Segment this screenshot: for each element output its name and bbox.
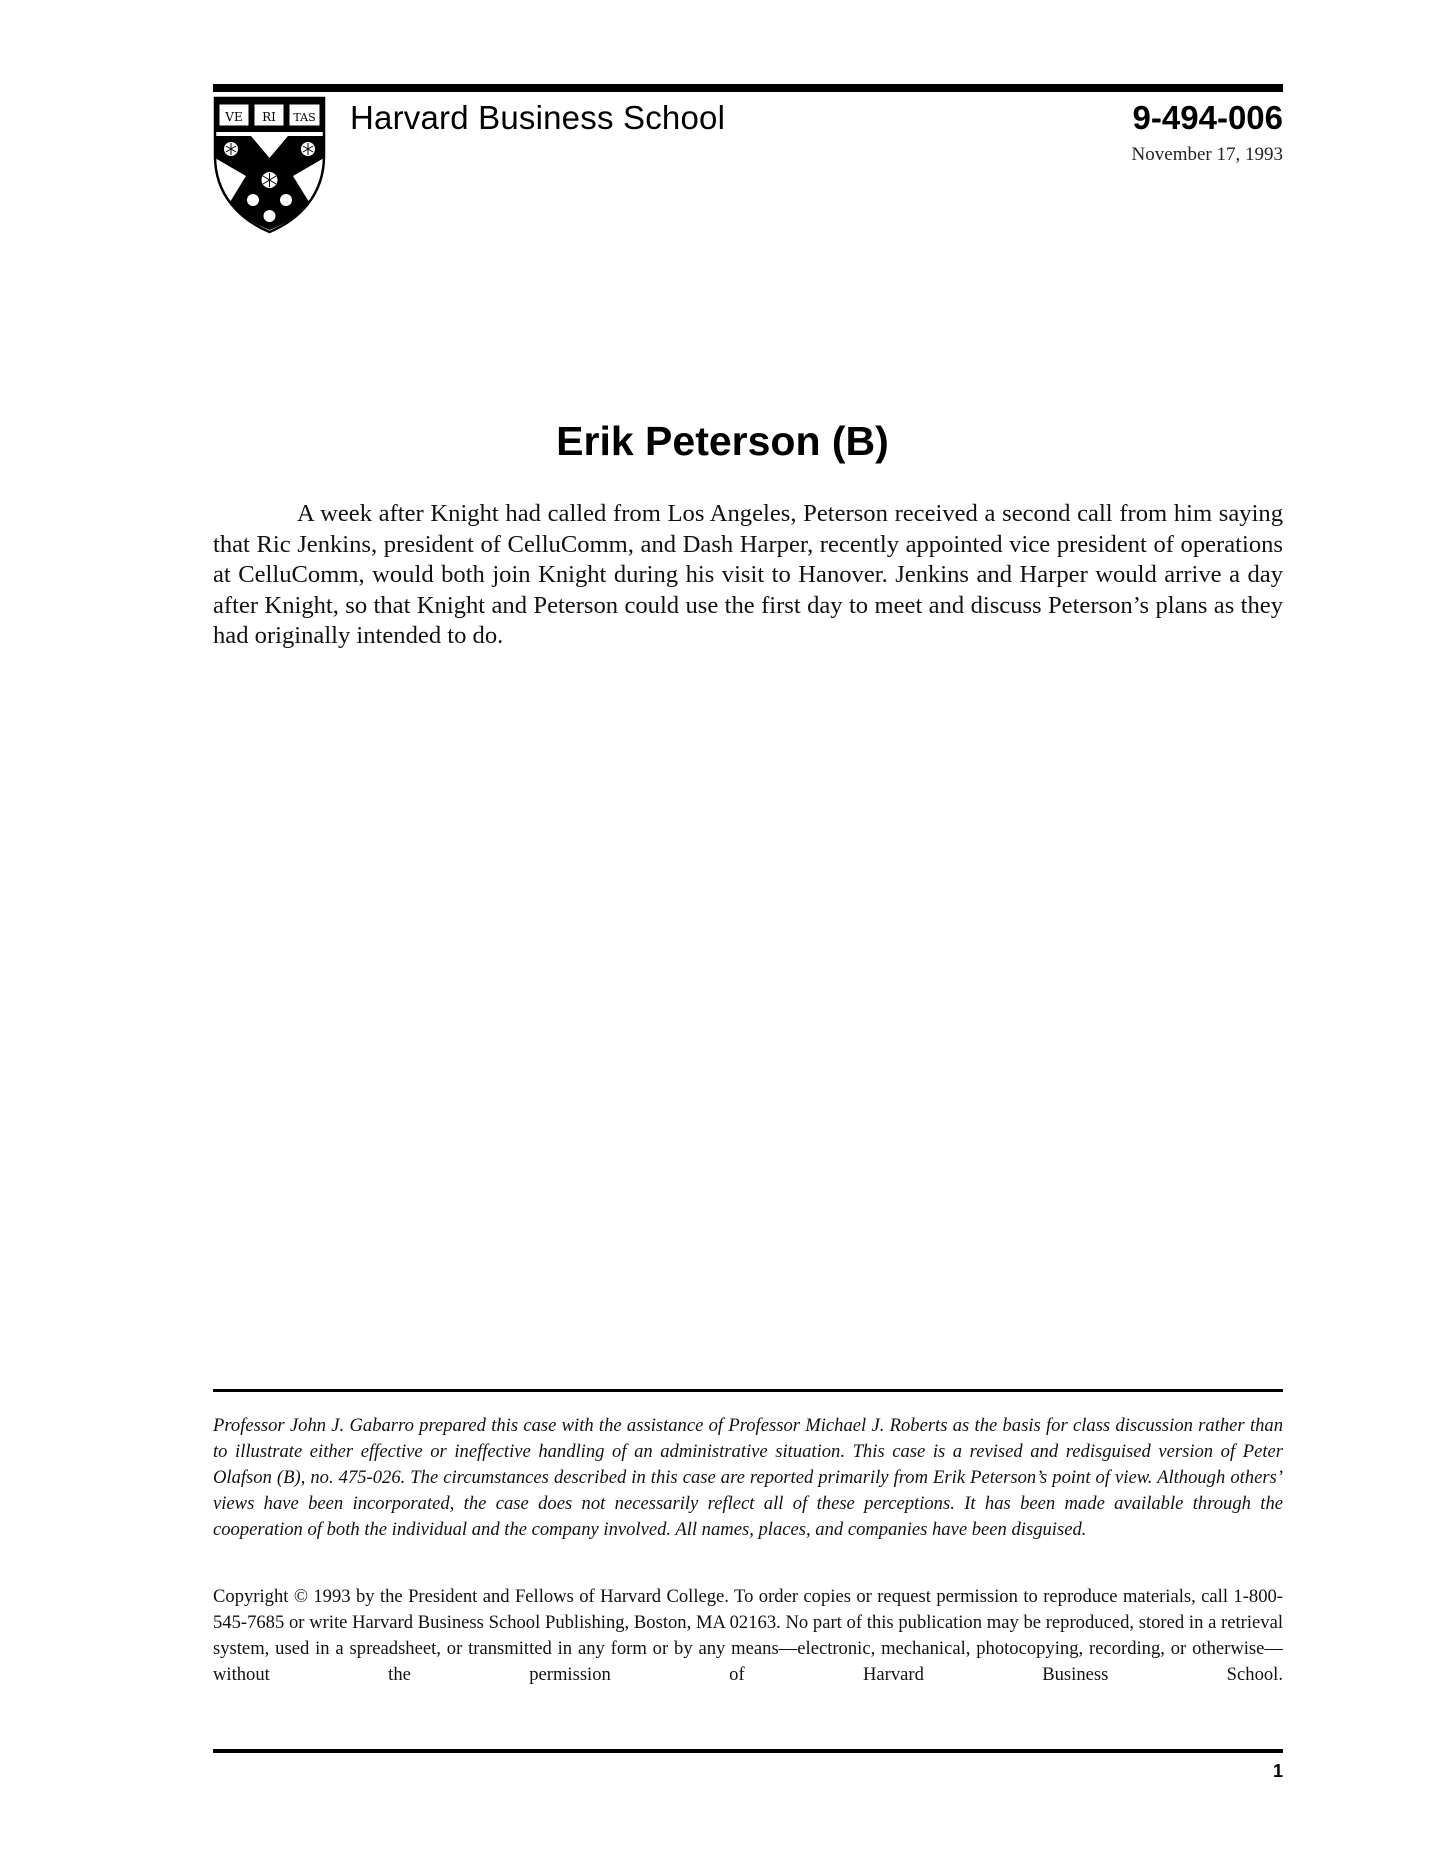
document-title: Erik Peterson (B) [556,418,889,464]
copyright-notice: Copyright © 1993 by the President and Fellows of Harvard College. To order copies or request permission to reproduce materials, call 1-800-545-7685 or write Harvard Business School Publishing, Boston, MA 02163. No part of this publication may be reproduced, stored in a retrieval system, used in a spreadsheet, or transmitted in any form or by any means—electronic, mechanical, photocopying, recording, or otherwise—without the permission of Harvard Business School. [213,1586,1283,1685]
page-number: 1 [1272,1761,1283,1781]
motto-ve: VE [225,110,243,124]
hbs-shield-logo [213,96,326,234]
footer-rule [213,1749,1283,1753]
body-paragraph: A week after Knight had called from Los Angeles, Peterson received a second call from him saying that Ric Jenkins, president of CelluComm, and Dash Harper, recently appointed vice president of operations at CelluComm, would both join Knight during his visit to Hanover. Jenkins and Harper would arrive a day after Knight, so that Knight and Peterson could use the first day to meet and discuss Peterson’s plans as they had originally intended to do. [213,500,1283,649]
authorship-note: Professor John J. Gabarro prepared this case with the assistance of Professor Michael J. Roberts as the basis for class discussion rather than to illustrate either effective or ineffective handling of an administrative situation. This case is a revised and redisguised version of Peter Olafson (B), no. 475-026. The circumstances described in this case are reported primarily from Erik Peterson’s point of view. Although others’ views have been incorporated, the case does not necessarily reflect all of these perceptions. It has been made available through the cooperation of both the individual and the company involved. All names, places, and companies have been disguised. [213,1415,1283,1540]
case-number: 9-494-006 [1132,99,1283,136]
school-name: Harvard Business School [350,99,726,136]
motto-ri: RI [262,110,276,124]
header-rule [213,84,1283,92]
case-date: November 17, 1993 [1131,144,1283,165]
motto-tas: TAS [293,111,316,124]
footnote-rule [213,1389,1283,1392]
